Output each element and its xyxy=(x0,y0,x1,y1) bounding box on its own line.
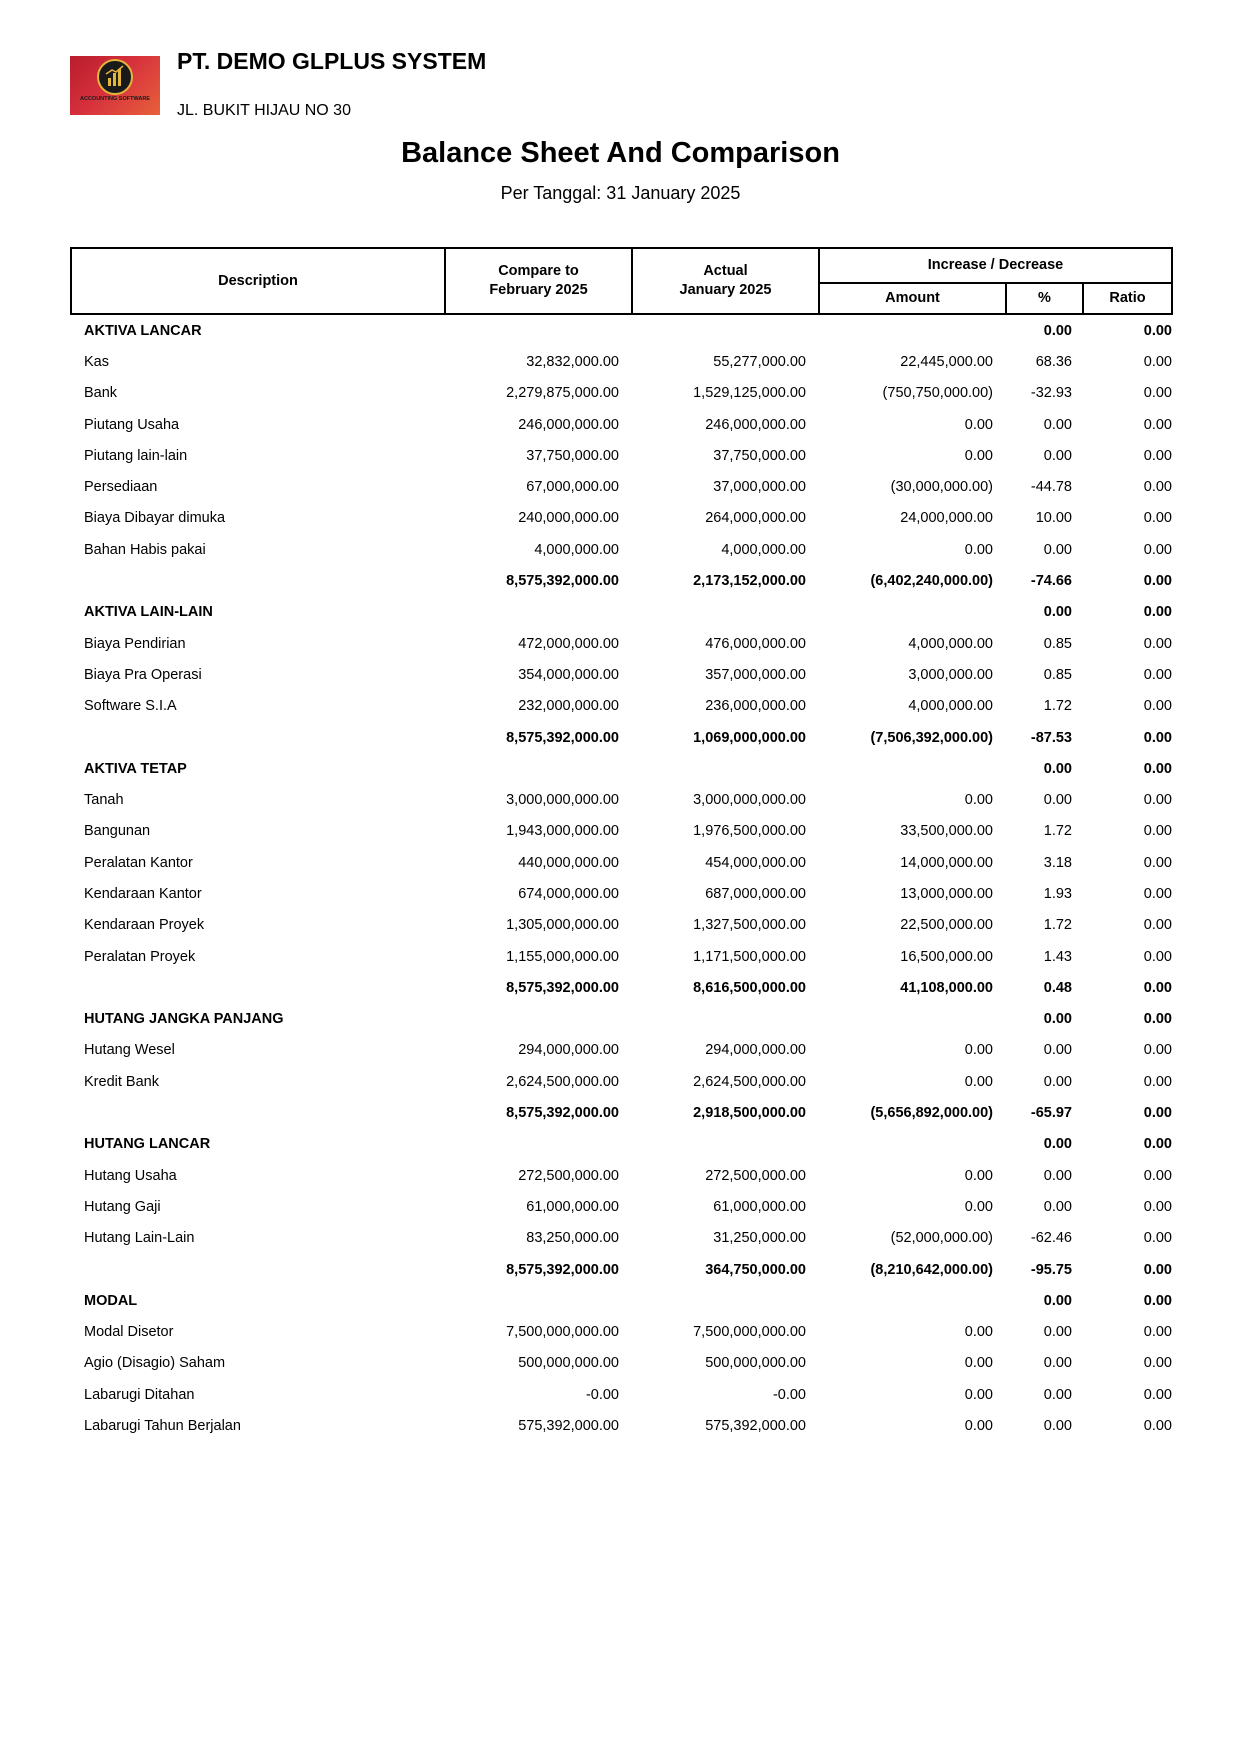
cell-description: Kredit Bank xyxy=(84,1073,159,1090)
cell-ratio: 0.00 xyxy=(1143,353,1172,370)
subtotal-row xyxy=(71,565,1172,596)
cell-description: Modal Disetor xyxy=(84,1324,174,1341)
cell-ratio: 0.00 xyxy=(1143,1418,1172,1435)
cell-ratio: 0.00 xyxy=(1143,1073,1172,1090)
cell-actual: 55,277,000.00 xyxy=(713,353,806,370)
header-percent: % xyxy=(1006,283,1083,314)
cell-amount: 24,000,000.00 xyxy=(900,510,993,527)
table-row xyxy=(71,910,1172,941)
cell-ratio: 0.00 xyxy=(1143,1261,1172,1278)
cell-description: Piutang lain-lain xyxy=(84,447,188,464)
cell-percent: 1.72 xyxy=(1043,823,1072,840)
cell-compare: 1,943,000,000.00 xyxy=(506,823,619,840)
table-row xyxy=(71,1379,1172,1410)
cell-amount: 3,000,000.00 xyxy=(908,666,993,683)
cell-compare: 2,624,500,000.00 xyxy=(506,1073,619,1090)
cell-actual: 3,000,000,000.00 xyxy=(693,792,806,809)
logo-text: ACCOUNTING SOFTWARE xyxy=(80,96,150,102)
cell-amount xyxy=(819,1129,1006,1160)
table-row xyxy=(71,1410,1172,1441)
cell-amount: 0.00 xyxy=(964,1386,993,1403)
cell-percent: 0.00 xyxy=(1043,322,1072,339)
cell-compare: 4,000,000.00 xyxy=(534,541,619,558)
cell-description: Hutang Gaji xyxy=(84,1198,161,1215)
cell-compare xyxy=(445,1004,632,1035)
cell-percent: 0.00 xyxy=(1043,604,1072,621)
cell-percent: 0.00 xyxy=(1043,1167,1072,1184)
cell-ratio: 0.00 xyxy=(1143,1105,1172,1122)
cell-description: MODAL xyxy=(84,1292,138,1309)
cell-amount: 0.00 xyxy=(964,1418,993,1435)
table-row xyxy=(71,941,1172,972)
cell-ratio: 0.00 xyxy=(1143,792,1172,809)
cell-description xyxy=(71,722,445,753)
cell-ratio: 0.00 xyxy=(1143,1042,1172,1059)
cell-description: HUTANG JANGKA PANJANG xyxy=(84,1011,284,1028)
cell-percent: -44.78 xyxy=(1030,479,1072,496)
cell-description: Software S.I.A xyxy=(84,698,177,715)
cell-actual: 1,976,500,000.00 xyxy=(693,823,806,840)
balance-sheet-table xyxy=(70,247,1173,1442)
cell-compare: 232,000,000.00 xyxy=(518,698,619,715)
cell-compare: 272,500,000.00 xyxy=(518,1167,619,1184)
cell-compare xyxy=(445,314,632,346)
table-row xyxy=(71,878,1172,909)
cell-percent: 0.85 xyxy=(1043,635,1072,652)
cell-actual: 454,000,000.00 xyxy=(705,854,806,871)
cell-actual: 2,624,500,000.00 xyxy=(693,1073,806,1090)
table-row xyxy=(71,784,1172,815)
cell-ratio: 0.00 xyxy=(1143,698,1172,715)
cell-amount: (30,000,000.00) xyxy=(890,479,993,496)
cell-compare: -0.00 xyxy=(585,1386,619,1403)
header-description: Description xyxy=(71,248,445,314)
cell-amount: 41,108,000.00 xyxy=(900,979,993,996)
section-row xyxy=(71,1004,1172,1035)
cell-description: Tanah xyxy=(84,792,124,809)
cell-compare: 8,575,392,000.00 xyxy=(506,1261,619,1278)
cell-ratio: 0.00 xyxy=(1143,1136,1172,1153)
table-row xyxy=(71,628,1172,659)
cell-ratio: 0.00 xyxy=(1143,479,1172,496)
company-name: PT. DEMO GLPLUS SYSTEM xyxy=(177,48,487,74)
cell-actual xyxy=(632,1129,819,1160)
cell-amount: 0.00 xyxy=(964,1042,993,1059)
cell-compare: 246,000,000.00 xyxy=(518,416,619,433)
cell-percent: 0.00 xyxy=(1043,1386,1072,1403)
header-compare xyxy=(445,248,632,314)
cell-percent: 0.00 xyxy=(1043,1073,1072,1090)
table-row xyxy=(71,534,1172,565)
cell-amount: (7,506,392,000.00) xyxy=(870,729,993,746)
table-row xyxy=(71,659,1172,690)
cell-percent: -32.93 xyxy=(1030,385,1072,402)
company-logo xyxy=(70,56,160,115)
cell-ratio: 0.00 xyxy=(1143,416,1172,433)
cell-compare: 8,575,392,000.00 xyxy=(506,979,619,996)
cell-description: AKTIVA LANCAR xyxy=(84,322,202,339)
cell-ratio: 0.00 xyxy=(1143,948,1172,965)
header-ratio: Ratio xyxy=(1083,283,1172,314)
cell-percent: 1.93 xyxy=(1043,885,1072,902)
header-compare-line2: February 2025 xyxy=(489,282,588,298)
cell-amount: 22,445,000.00 xyxy=(900,353,993,370)
cell-actual: 272,500,000.00 xyxy=(705,1167,806,1184)
cell-description: Persediaan xyxy=(84,479,158,496)
table-row xyxy=(71,1066,1172,1097)
cell-amount xyxy=(819,1285,1006,1316)
cell-actual: 7,500,000,000.00 xyxy=(693,1324,806,1341)
table-row xyxy=(71,1223,1172,1254)
cell-percent: -95.75 xyxy=(1030,1261,1072,1278)
company-address: JL. BUKIT HIJAU NO 30 xyxy=(177,102,351,119)
cell-amount: 0.00 xyxy=(964,1167,993,1184)
cell-description: Kendaraan Kantor xyxy=(84,885,202,902)
cell-amount: 0.00 xyxy=(964,1355,993,1372)
section-row xyxy=(71,314,1172,346)
cell-ratio: 0.00 xyxy=(1143,1386,1172,1403)
logo-emblem-icon xyxy=(97,59,133,95)
subtotal-row xyxy=(71,1254,1172,1285)
table-row xyxy=(71,346,1172,377)
cell-description: Labarugi Tahun Berjalan xyxy=(84,1418,241,1435)
cell-percent: 1.72 xyxy=(1043,917,1072,934)
cell-actual: 500,000,000.00 xyxy=(705,1355,806,1372)
table-row xyxy=(71,691,1172,722)
cell-ratio: 0.00 xyxy=(1143,854,1172,871)
cell-actual: 246,000,000.00 xyxy=(705,416,806,433)
cell-percent: 0.00 xyxy=(1043,541,1072,558)
cell-percent: 0.00 xyxy=(1043,416,1072,433)
cell-description: Bangunan xyxy=(84,823,151,840)
cell-amount: 0.00 xyxy=(964,1073,993,1090)
section-row xyxy=(71,1285,1172,1316)
cell-percent: 1.43 xyxy=(1043,948,1072,965)
cell-amount: (52,000,000.00) xyxy=(890,1230,993,1247)
cell-compare: 500,000,000.00 xyxy=(518,1355,619,1372)
cell-compare: 61,000,000.00 xyxy=(526,1198,619,1215)
cell-actual: 1,327,500,000.00 xyxy=(693,917,806,934)
cell-percent: -62.46 xyxy=(1030,1230,1072,1247)
cell-amount: (750,750,000.00) xyxy=(882,385,993,402)
cell-percent: 0.00 xyxy=(1043,792,1072,809)
table-body xyxy=(71,314,1172,1442)
cell-description: Kendaraan Proyek xyxy=(84,917,205,934)
cell-compare: 8,575,392,000.00 xyxy=(506,729,619,746)
cell-description: AKTIVA TETAP xyxy=(84,760,187,777)
cell-percent: -87.53 xyxy=(1030,729,1072,746)
cell-actual: 357,000,000.00 xyxy=(705,666,806,683)
table-row xyxy=(71,1348,1172,1379)
cell-description: Hutang Wesel xyxy=(84,1042,175,1059)
cell-amount: 4,000,000.00 xyxy=(908,635,993,652)
cell-description: Kas xyxy=(84,353,109,370)
cell-description: Hutang Lain-Lain xyxy=(84,1230,195,1247)
cell-actual xyxy=(632,753,819,784)
table-row xyxy=(71,816,1172,847)
cell-amount: 0.00 xyxy=(964,541,993,558)
cell-percent: 68.36 xyxy=(1035,353,1072,370)
cell-ratio: 0.00 xyxy=(1143,322,1172,339)
cell-percent: 0.00 xyxy=(1043,1324,1072,1341)
cell-compare: 472,000,000.00 xyxy=(518,635,619,652)
cell-compare: 3,000,000,000.00 xyxy=(506,792,619,809)
cell-actual xyxy=(632,1004,819,1035)
table-row xyxy=(71,409,1172,440)
cell-actual: 476,000,000.00 xyxy=(705,635,806,652)
table-row xyxy=(71,1035,1172,1066)
cell-compare: 2,279,875,000.00 xyxy=(506,385,619,402)
cell-ratio: 0.00 xyxy=(1143,1355,1172,1372)
cell-compare: 37,750,000.00 xyxy=(526,447,619,464)
cell-amount: 0.00 xyxy=(964,1198,993,1215)
cell-ratio: 0.00 xyxy=(1143,1230,1172,1247)
cell-ratio: 0.00 xyxy=(1143,885,1172,902)
cell-ratio: 0.00 xyxy=(1143,635,1172,652)
cell-description: Labarugi Ditahan xyxy=(84,1386,195,1403)
cell-percent: 0.48 xyxy=(1043,979,1072,996)
cell-compare: 7,500,000,000.00 xyxy=(506,1324,619,1341)
cell-description: Peralatan Kantor xyxy=(84,854,193,871)
subtotal-row xyxy=(71,1097,1172,1128)
cell-percent: 0.85 xyxy=(1043,666,1072,683)
cell-percent: 0.00 xyxy=(1043,1418,1072,1435)
cell-actual: 575,392,000.00 xyxy=(705,1418,806,1435)
cell-actual: 2,918,500,000.00 xyxy=(693,1105,806,1122)
cell-compare xyxy=(445,597,632,628)
cell-actual: 687,000,000.00 xyxy=(705,885,806,902)
table-row xyxy=(71,378,1172,409)
cell-actual: 294,000,000.00 xyxy=(705,1042,806,1059)
cell-ratio: 0.00 xyxy=(1143,1198,1172,1215)
cell-ratio: 0.00 xyxy=(1143,1011,1172,1028)
cell-amount: 33,500,000.00 xyxy=(900,823,993,840)
cell-amount xyxy=(819,1004,1006,1035)
cell-compare: 67,000,000.00 xyxy=(526,479,619,496)
header-actual xyxy=(632,248,819,314)
cell-percent: -65.97 xyxy=(1030,1105,1072,1122)
cell-description: Bahan Habis pakai xyxy=(84,541,206,558)
cell-compare xyxy=(445,1129,632,1160)
cell-percent: 0.00 xyxy=(1043,1292,1072,1309)
cell-actual: 1,529,125,000.00 xyxy=(693,385,806,402)
cell-amount xyxy=(819,597,1006,628)
cell-compare: 354,000,000.00 xyxy=(518,666,619,683)
cell-compare: 8,575,392,000.00 xyxy=(506,573,619,590)
cell-description: Biaya Pendirian xyxy=(84,635,186,652)
cell-actual: 37,000,000.00 xyxy=(713,479,806,496)
cell-ratio: 0.00 xyxy=(1143,510,1172,527)
cell-ratio: 0.00 xyxy=(1143,604,1172,621)
cell-actual xyxy=(632,314,819,346)
cell-amount: (5,656,892,000.00) xyxy=(870,1105,993,1122)
cell-ratio: 0.00 xyxy=(1143,823,1172,840)
cell-description: HUTANG LANCAR xyxy=(84,1136,211,1153)
cell-actual: 2,173,152,000.00 xyxy=(693,573,806,590)
cell-description: Bank xyxy=(84,385,118,402)
cell-actual: -0.00 xyxy=(772,1386,806,1403)
cell-ratio: 0.00 xyxy=(1143,1324,1172,1341)
cell-description xyxy=(71,972,445,1003)
cell-description: Biaya Dibayar dimuka xyxy=(84,510,226,527)
table-row xyxy=(71,503,1172,534)
cell-amount: 0.00 xyxy=(964,792,993,809)
cell-actual: 8,616,500,000.00 xyxy=(693,979,806,996)
cell-ratio: 0.00 xyxy=(1143,573,1172,590)
cell-compare: 240,000,000.00 xyxy=(518,510,619,527)
cell-actual: 1,069,000,000.00 xyxy=(693,729,806,746)
cell-percent: 0.00 xyxy=(1043,760,1072,777)
cell-ratio: 0.00 xyxy=(1143,447,1172,464)
cell-ratio: 0.00 xyxy=(1143,729,1172,746)
table-row xyxy=(71,440,1172,471)
cell-actual: 364,750,000.00 xyxy=(705,1261,806,1278)
report-date: Per Tanggal: 31 January 2025 xyxy=(500,183,741,203)
cell-amount: 4,000,000.00 xyxy=(908,698,993,715)
cell-description: Agio (Disagio) Saham xyxy=(84,1355,226,1372)
cell-compare: 575,392,000.00 xyxy=(518,1418,619,1435)
cell-ratio: 0.00 xyxy=(1143,385,1172,402)
cell-description: Biaya Pra Operasi xyxy=(84,666,202,683)
cell-amount: 22,500,000.00 xyxy=(900,917,993,934)
cell-actual: 236,000,000.00 xyxy=(705,698,806,715)
subtotal-row xyxy=(71,972,1172,1003)
table-row xyxy=(71,1317,1172,1348)
cell-description xyxy=(71,565,445,596)
cell-amount: 0.00 xyxy=(964,447,993,464)
cell-actual xyxy=(632,1285,819,1316)
cell-ratio: 0.00 xyxy=(1143,979,1172,996)
cell-ratio: 0.00 xyxy=(1143,760,1172,777)
cell-percent: 0.00 xyxy=(1043,1355,1072,1372)
cell-amount: 14,000,000.00 xyxy=(900,854,993,871)
table-row xyxy=(71,1191,1172,1222)
cell-actual: 1,171,500,000.00 xyxy=(693,948,806,965)
cell-percent: -74.66 xyxy=(1030,573,1072,590)
cell-percent: 0.00 xyxy=(1043,1011,1072,1028)
cell-compare: 8,575,392,000.00 xyxy=(506,1105,619,1122)
cell-compare: 1,305,000,000.00 xyxy=(506,917,619,934)
cell-compare: 294,000,000.00 xyxy=(518,1042,619,1059)
cell-percent: 3.18 xyxy=(1043,854,1072,871)
subtotal-row xyxy=(71,722,1172,753)
table-row xyxy=(71,471,1172,502)
section-row xyxy=(71,1129,1172,1160)
header-actual-line1: Actual xyxy=(703,263,748,279)
cell-actual xyxy=(632,597,819,628)
cell-description xyxy=(71,1254,445,1285)
cell-percent: 1.72 xyxy=(1043,698,1072,715)
cell-amount: 0.00 xyxy=(964,1324,993,1341)
cell-amount: (8,210,642,000.00) xyxy=(870,1261,993,1278)
cell-description: AKTIVA LAIN-LAIN xyxy=(84,604,213,621)
header-increase-decrease: Increase / Decrease xyxy=(819,248,1172,283)
cell-amount: 0.00 xyxy=(964,416,993,433)
header-actual-line2: January 2025 xyxy=(679,282,772,298)
table-row xyxy=(71,847,1172,878)
cell-amount: (6,402,240,000.00) xyxy=(870,573,993,590)
cell-actual: 31,250,000.00 xyxy=(713,1230,806,1247)
cell-description: Peralatan Proyek xyxy=(84,948,196,965)
cell-percent: 0.00 xyxy=(1043,1136,1072,1153)
cell-compare: 83,250,000.00 xyxy=(526,1230,619,1247)
cell-percent: 10.00 xyxy=(1035,510,1072,527)
header-compare-line1: Compare to xyxy=(498,263,579,279)
cell-amount xyxy=(819,314,1006,346)
cell-percent: 0.00 xyxy=(1043,1198,1072,1215)
cell-actual: 264,000,000.00 xyxy=(705,510,806,527)
cell-actual: 37,750,000.00 xyxy=(713,447,806,464)
cell-amount: 16,500,000.00 xyxy=(900,948,993,965)
cell-ratio: 0.00 xyxy=(1143,541,1172,558)
cell-ratio: 0.00 xyxy=(1143,666,1172,683)
cell-percent: 0.00 xyxy=(1043,447,1072,464)
cell-description: Piutang Usaha xyxy=(84,416,180,433)
header-amount: Amount xyxy=(819,283,1006,314)
cell-description xyxy=(71,1097,445,1128)
cell-actual: 61,000,000.00 xyxy=(713,1198,806,1215)
report-title: Balance Sheet And Comparison xyxy=(401,137,840,169)
cell-ratio: 0.00 xyxy=(1143,1292,1172,1309)
cell-percent: 0.00 xyxy=(1043,1042,1072,1059)
cell-compare: 674,000,000.00 xyxy=(518,885,619,902)
cell-ratio: 0.00 xyxy=(1143,917,1172,934)
cell-compare xyxy=(445,753,632,784)
cell-compare: 32,832,000.00 xyxy=(526,353,619,370)
table-row xyxy=(71,1160,1172,1191)
cell-description: Hutang Usaha xyxy=(84,1167,177,1184)
section-row xyxy=(71,753,1172,784)
cell-ratio: 0.00 xyxy=(1143,1167,1172,1184)
cell-amount xyxy=(819,753,1006,784)
cell-compare: 440,000,000.00 xyxy=(518,854,619,871)
cell-compare: 1,155,000,000.00 xyxy=(506,948,619,965)
cell-actual: 4,000,000.00 xyxy=(721,541,806,558)
cell-amount: 13,000,000.00 xyxy=(900,885,993,902)
section-row xyxy=(71,597,1172,628)
cell-compare xyxy=(445,1285,632,1316)
